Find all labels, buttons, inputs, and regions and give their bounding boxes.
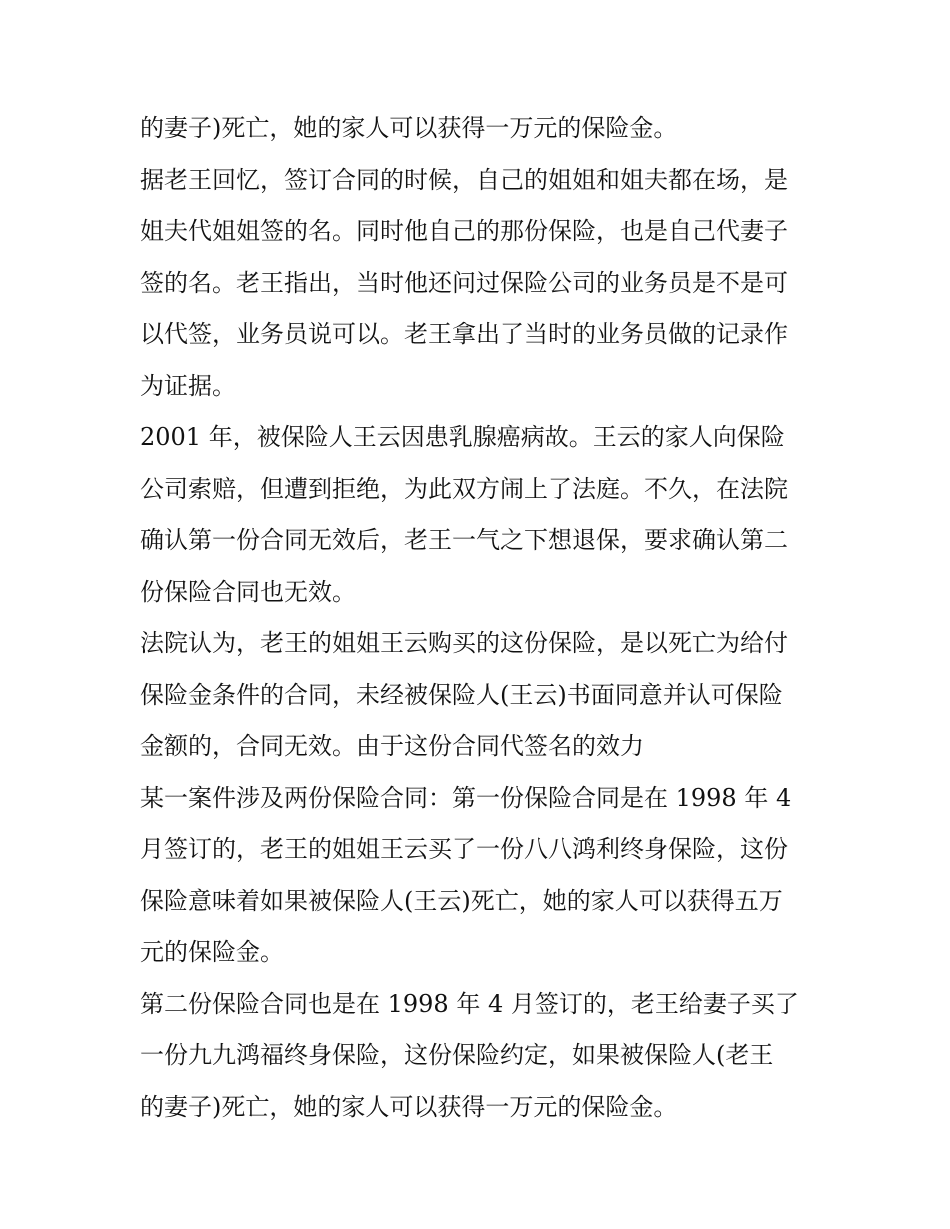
text-line: 据老王回忆，签订合同的时候，自己的姐姐和姐夫都在场，是 xyxy=(140,165,788,194)
text-line: 姐夫代姐姐签的名。同时他自己的那份保险，也是自己代妻子 xyxy=(140,217,788,245)
text-line: 2001 年，被保险人王云因患乳腺癌病故。王云的家人向保险 xyxy=(140,423,785,451)
text-line: 保险金条件的合同，未经被保险人(王云)书面同意并认可保险 xyxy=(140,680,783,709)
text-line: 份保险合同也无效。 xyxy=(140,577,356,606)
text-line: 确认第一份合同无效后，老王一气之下想退保，要求确认第二 xyxy=(140,526,788,554)
text-line: 第二份保险合同也是在 1998 年 4 月签订的，老王给妻子买了 xyxy=(140,989,799,1018)
text-line: 某一案件涉及两份保险合同：第一份保险合同是在 1998 年 4 xyxy=(140,783,792,812)
text-line: 元的保险金。 xyxy=(140,938,284,966)
text-line: 保险意味着如果被保险人(王云)死亡，她的家人可以获得五万 xyxy=(140,886,783,915)
text-line: 的妻子)死亡，她的家人可以获得一万元的保险金。 xyxy=(140,1092,678,1121)
text-line: 为证据。 xyxy=(140,371,236,400)
text-line: 金额的，合同无效。由于这份合同代签名的效力 xyxy=(140,732,644,760)
text-line: 的妻子)死亡，她的家人可以获得一万元的保险金。 xyxy=(140,114,678,142)
document-body xyxy=(140,103,820,1133)
text-line: 法院认为，老王的姐姐王云购买的这份保险，是以死亡为给付 xyxy=(140,629,788,657)
text-line: 公司索赔，但遭到拒绝，为此双方闹上了法庭。不久，在法院 xyxy=(140,474,788,503)
text-line: 月签订的，老王的姐姐王云买了一份八八鸿利终身保险，这份 xyxy=(140,835,788,863)
text-line: 签的名。老王指出，当时他还问过保险公司的业务员是不是可 xyxy=(140,268,788,297)
text-line: 以代签，业务员说可以。老王拿出了当时的业务员做的记录作 xyxy=(140,320,788,348)
text-line: 一份九九鸿福终身保险，这份保险约定，如果被保险人(老王 xyxy=(140,1041,774,1069)
